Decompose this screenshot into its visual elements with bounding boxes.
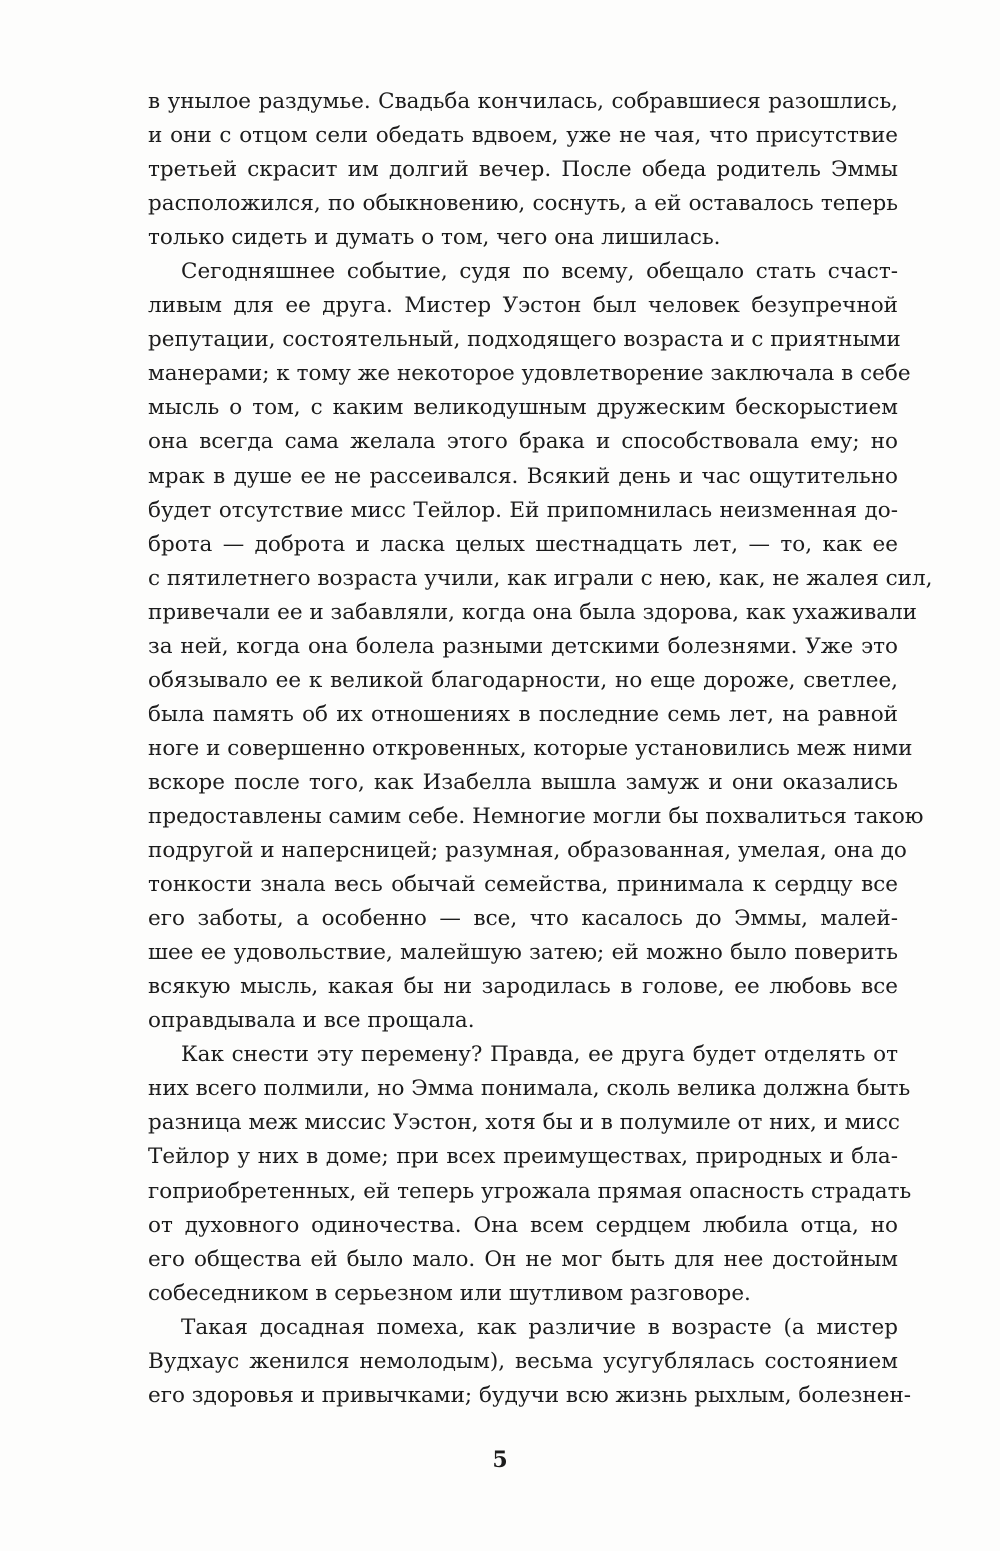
page-text [148,85,933,1413]
text-line: в унылое раздумье. Свадьба кончилась, собравшиеся разошлись, [148,89,898,114]
text-line: ливым для ее друга. Мистер Уэстон был человек безупречной [148,293,898,319]
text-line: Тейлор у них в доме; при всех преимуществах, природных и бла- [148,1144,898,1170]
text-line: и они с отцом сели обедать вдвоем, уже не чая, что присутствие [148,123,898,149]
text-line: Сегодняшнее событие, судя по всему, обещало стать счаст- [181,259,898,285]
text-line: тонкости знала весь обычай семейства, принимала к сердцу все [148,872,898,898]
text-line: за ней, когда она болела разными детскими болезнями. Уже это [148,633,898,659]
text-line: разница меж миссис Уэстон, хотя бы и в полумиле от них, и мисс [148,1110,900,1136]
paragraph [148,85,898,255]
text-line: она всегда сама желала этого брака и способствовала ему; но [148,429,898,455]
text-line: только сидеть и думать о том, чего она лишилась. [148,225,721,251]
text-line: собеседником в серьезном или шутливом разговоре. [148,1280,751,1306]
text-line: шее ее удовольствие, малейшую затею; ей можно было поверить [148,940,898,966]
text-line: вскоре после того, как Изабелла вышла замуж и они оказались [148,769,898,795]
text-line: гоприобретенных, ей теперь угрожала прямая опасность страдать [148,1178,912,1204]
text-line: Как снести эту перемену? Правда, ее друга будет отделять от [181,1042,898,1068]
text-line: мрак в душе ее не рассеивался. Всякий день и час ощутительно [148,463,898,489]
text-line: обязывало ее к великой благодарности, но еще дороже, светлее, [148,667,898,693]
text-line: была память об их отношениях в последние семь лет, на равной [148,701,898,727]
text-line: Вудхаус женился немолодым), весьма усугублялась состоянием [148,1348,898,1374]
text-line: третьей скрасит им долгий вечер. После обеда родитель Эммы [148,157,898,183]
paragraph [148,1311,912,1413]
text-line: предоставлены самим себе. Немногие могли бы похвалиться такою [148,803,924,829]
text-line: мысль о том, с каким великодушным дружеским бескорыстием [148,395,898,421]
page-number: 5 [492,1447,508,1473]
text-line: брота — доброта и ласка целых шестнадцать лет, — то, как ее [148,531,898,557]
text-line: с пятилетнего возраста учили, как играли с нею, как, не жалея сил, [148,565,933,591]
text-line: всякую мысль, какая бы ни зародилась в голове, ее любовь все [148,974,898,1000]
text-line: манерами; к тому же некоторое удовлетворение заключала в себе [148,361,911,387]
text-line: будет отсутствие мисс Тейлор. Ей припомнилась неизменная до- [148,497,898,523]
text-line: оправдывала и все прощала. [148,1008,475,1034]
text-line: Такая досадная помеха, как различие в возрасте (а мистер [181,1314,898,1340]
text-line: расположился, по обыкновению, соснуть, а ей оставалось теперь [148,191,898,217]
text-line: них всего полмили, но Эмма понимала, сколь велика должна быть [148,1076,911,1102]
paragraph [148,255,933,1038]
text-line: репутации, состоятельный, подходящего возраста и с приятными [148,327,901,353]
paragraph [148,1038,912,1310]
text-line: от духовного одиночества. Она всем сердцем любила отца, но [148,1212,898,1238]
text-line: его заботы, а особенно — все, что касалось до Эммы, малей- [148,906,898,932]
text-line: его здоровья и привычками; будучи всю жизнь рыхлым, болезнен- [148,1382,912,1408]
text-line: привечали ее и забавляли, когда она была здорова, как ухаживали [148,599,918,625]
text-line: подругой и наперсницей; разумная, образованная, умелая, она до [148,838,907,864]
text-line: ноге и совершенно откровенных, которые установились меж ними [148,735,913,761]
text-line: его общества ей было мало. Он не мог быть для нее достойным [148,1246,898,1272]
